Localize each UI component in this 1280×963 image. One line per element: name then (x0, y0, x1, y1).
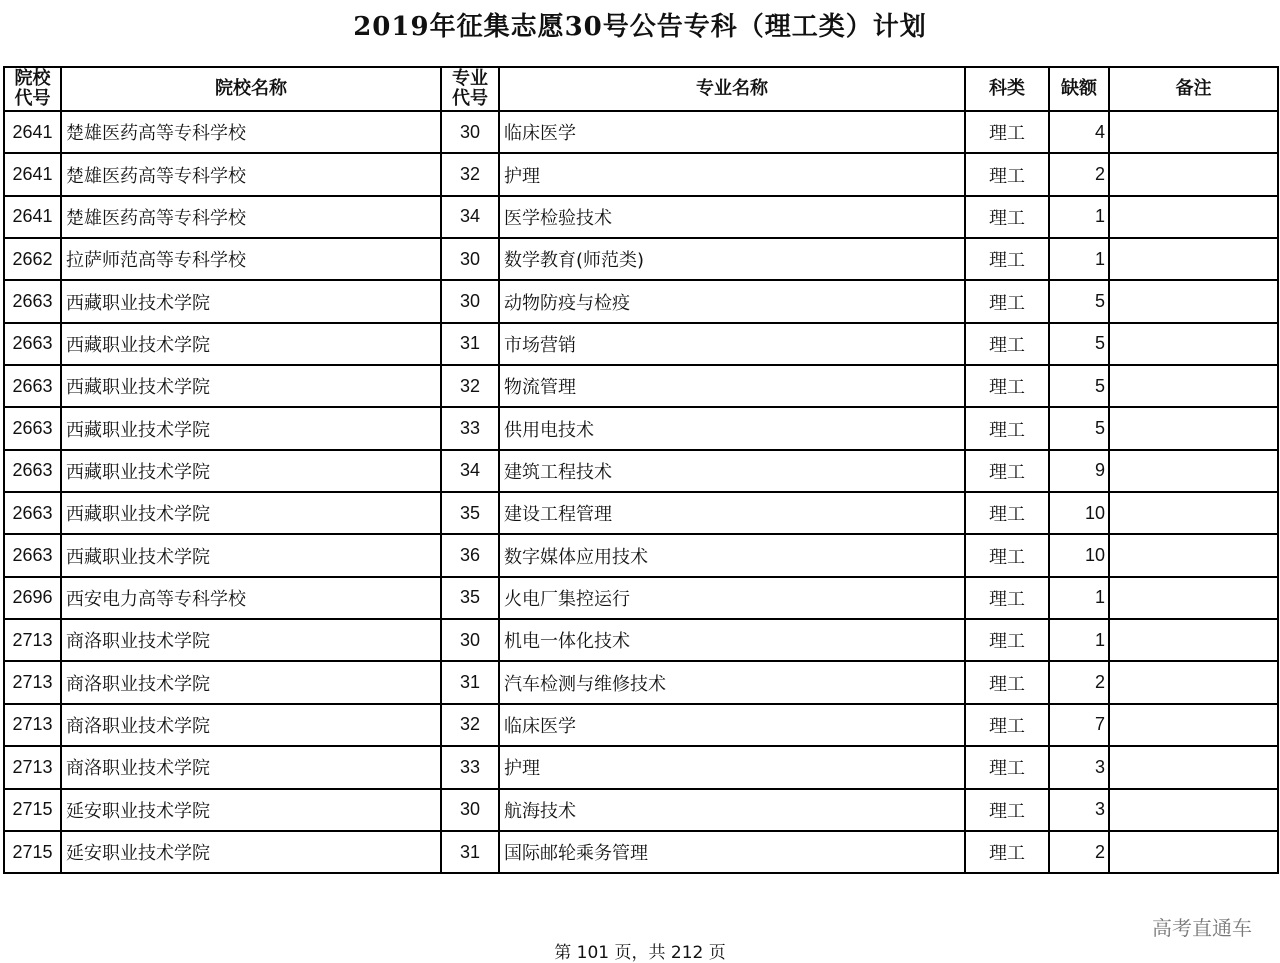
cell-school-name: 西藏职业技术学院 (61, 492, 441, 534)
cell-quota: 5 (1049, 407, 1109, 449)
cell-school-code: 2715 (4, 789, 61, 831)
cell-major-name: 动物防疫与检疫 (499, 280, 965, 322)
cell-note (1109, 450, 1278, 492)
cell-note (1109, 111, 1278, 153)
cell-school-code: 2641 (4, 153, 61, 195)
cell-major-name: 市场营销 (499, 323, 965, 365)
cell-major-code: 32 (441, 704, 499, 746)
header-school-code: 院校代号 (4, 67, 61, 111)
cell-major-code: 31 (441, 831, 499, 873)
cell-school-name: 西藏职业技术学院 (61, 450, 441, 492)
cell-quota: 4 (1049, 111, 1109, 153)
header-quota: 缺额 (1049, 67, 1109, 111)
cell-major-name: 国际邮轮乘务管理 (499, 831, 965, 873)
cell-school-code: 2713 (4, 704, 61, 746)
cell-school-code: 2696 (4, 577, 61, 619)
cell-category: 理工 (965, 153, 1049, 195)
table-header-row (4, 67, 1278, 111)
cell-major-name: 护理 (499, 153, 965, 195)
cell-school-name: 西藏职业技术学院 (61, 365, 441, 407)
enrollment-plan-table (3, 66, 1279, 874)
cell-note (1109, 280, 1278, 322)
table-row (4, 661, 1278, 703)
cell-quota: 5 (1049, 323, 1109, 365)
header-major-code: 专业代号 (441, 67, 499, 111)
cell-quota: 7 (1049, 704, 1109, 746)
cell-category: 理工 (965, 661, 1049, 703)
cell-major-code: 36 (441, 534, 499, 576)
table-row (4, 492, 1278, 534)
cell-major-code: 35 (441, 492, 499, 534)
table-row (4, 365, 1278, 407)
cell-quota: 9 (1049, 450, 1109, 492)
cell-category: 理工 (965, 280, 1049, 322)
cell-major-name: 建设工程管理 (499, 492, 965, 534)
cell-note (1109, 661, 1278, 703)
cell-school-code: 2715 (4, 831, 61, 873)
header-major-name: 专业名称 (499, 67, 965, 111)
cell-major-code: 30 (441, 238, 499, 280)
cell-category: 理工 (965, 831, 1049, 873)
cell-category: 理工 (965, 196, 1049, 238)
cell-quota: 10 (1049, 534, 1109, 576)
cell-quota: 1 (1049, 619, 1109, 661)
cell-school-code: 2663 (4, 450, 61, 492)
cell-note (1109, 577, 1278, 619)
cell-school-code: 2713 (4, 661, 61, 703)
cell-major-name: 数字媒体应用技术 (499, 534, 965, 576)
cell-school-code: 2713 (4, 619, 61, 661)
cell-quota: 2 (1049, 831, 1109, 873)
cell-school-code: 2663 (4, 492, 61, 534)
cell-school-code: 2641 (4, 111, 61, 153)
cell-school-code: 2663 (4, 323, 61, 365)
cell-note (1109, 746, 1278, 788)
cell-note (1109, 153, 1278, 195)
cell-quota: 3 (1049, 746, 1109, 788)
cell-major-name: 数学教育(师范类) (499, 238, 965, 280)
cell-quota: 3 (1049, 789, 1109, 831)
cell-category: 理工 (965, 407, 1049, 449)
page-footer: 第 101 页，共 212 页 (554, 943, 726, 963)
cell-category: 理工 (965, 238, 1049, 280)
cell-note (1109, 365, 1278, 407)
cell-school-name: 西藏职业技术学院 (61, 534, 441, 576)
table-row (4, 534, 1278, 576)
cell-school-code: 2663 (4, 534, 61, 576)
cell-category: 理工 (965, 323, 1049, 365)
cell-quota: 2 (1049, 153, 1109, 195)
cell-category: 理工 (965, 111, 1049, 153)
cell-school-name: 延安职业技术学院 (61, 831, 441, 873)
table-row (4, 704, 1278, 746)
cell-major-name: 供用电技术 (499, 407, 965, 449)
table-row (4, 450, 1278, 492)
cell-note (1109, 619, 1278, 661)
cell-major-name: 航海技术 (499, 789, 965, 831)
cell-major-name: 医学检验技术 (499, 196, 965, 238)
cell-note (1109, 238, 1278, 280)
cell-note (1109, 407, 1278, 449)
cell-category: 理工 (965, 746, 1049, 788)
cell-note (1109, 196, 1278, 238)
cell-major-name: 护理 (499, 746, 965, 788)
cell-school-name: 楚雄医药高等专科学校 (61, 111, 441, 153)
cell-major-code: 35 (441, 577, 499, 619)
cell-school-name: 楚雄医药高等专科学校 (61, 153, 441, 195)
table-row (4, 407, 1278, 449)
cell-school-code: 2641 (4, 196, 61, 238)
cell-note (1109, 534, 1278, 576)
cell-category: 理工 (965, 789, 1049, 831)
cell-category: 理工 (965, 492, 1049, 534)
cell-school-code: 2663 (4, 280, 61, 322)
cell-note (1109, 323, 1278, 365)
table-row (4, 153, 1278, 195)
cell-school-code: 2663 (4, 407, 61, 449)
watermark: 高考直通车 (1152, 916, 1252, 940)
cell-note (1109, 831, 1278, 873)
cell-school-code: 2713 (4, 746, 61, 788)
cell-major-name: 临床医学 (499, 704, 965, 746)
cell-major-code: 30 (441, 111, 499, 153)
table-body (4, 111, 1278, 873)
cell-quota: 1 (1049, 577, 1109, 619)
cell-note (1109, 492, 1278, 534)
cell-major-code: 34 (441, 196, 499, 238)
cell-category: 理工 (965, 365, 1049, 407)
table-row (4, 323, 1278, 365)
table-row (4, 619, 1278, 661)
cell-school-name: 拉萨师范高等专科学校 (61, 238, 441, 280)
table-row (4, 831, 1278, 873)
cell-major-code: 32 (441, 153, 499, 195)
page-title: 2019年征集志愿30号公告专科（理工类）计划 (353, 12, 927, 42)
header-note: 备注 (1109, 67, 1278, 111)
cell-major-code: 30 (441, 280, 499, 322)
cell-school-name: 西藏职业技术学院 (61, 323, 441, 365)
cell-school-name: 西藏职业技术学院 (61, 280, 441, 322)
header-school-name: 院校名称 (61, 67, 441, 111)
cell-category: 理工 (965, 450, 1049, 492)
cell-major-name: 机电一体化技术 (499, 619, 965, 661)
cell-major-name: 临床医学 (499, 111, 965, 153)
cell-school-name: 西藏职业技术学院 (61, 407, 441, 449)
cell-category: 理工 (965, 704, 1049, 746)
cell-category: 理工 (965, 534, 1049, 576)
table-row (4, 238, 1278, 280)
cell-major-code: 30 (441, 619, 499, 661)
cell-school-name: 延安职业技术学院 (61, 789, 441, 831)
cell-note (1109, 704, 1278, 746)
cell-school-name: 商洛职业技术学院 (61, 661, 441, 703)
cell-quota: 10 (1049, 492, 1109, 534)
table-row (4, 789, 1278, 831)
table-row (4, 746, 1278, 788)
table-row (4, 111, 1278, 153)
header-category: 科类 (965, 67, 1049, 111)
cell-category: 理工 (965, 577, 1049, 619)
cell-major-name: 汽车检测与维修技术 (499, 661, 965, 703)
cell-major-name: 火电厂集控运行 (499, 577, 965, 619)
cell-quota: 1 (1049, 196, 1109, 238)
table-row (4, 196, 1278, 238)
cell-quota: 5 (1049, 365, 1109, 407)
cell-school-name: 楚雄医药高等专科学校 (61, 196, 441, 238)
cell-school-name: 商洛职业技术学院 (61, 619, 441, 661)
cell-category: 理工 (965, 619, 1049, 661)
cell-major-code: 34 (441, 450, 499, 492)
cell-note (1109, 789, 1278, 831)
cell-major-code: 31 (441, 323, 499, 365)
cell-quota: 5 (1049, 280, 1109, 322)
cell-major-code: 33 (441, 407, 499, 449)
cell-school-name: 商洛职业技术学院 (61, 746, 441, 788)
cell-quota: 1 (1049, 238, 1109, 280)
table-row (4, 577, 1278, 619)
cell-school-code: 2663 (4, 365, 61, 407)
cell-major-code: 30 (441, 789, 499, 831)
cell-major-code: 33 (441, 746, 499, 788)
cell-major-name: 物流管理 (499, 365, 965, 407)
cell-quota: 2 (1049, 661, 1109, 703)
cell-school-code: 2662 (4, 238, 61, 280)
cell-school-name: 西安电力高等专科学校 (61, 577, 441, 619)
table-row (4, 280, 1278, 322)
cell-major-code: 31 (441, 661, 499, 703)
cell-school-name: 商洛职业技术学院 (61, 704, 441, 746)
cell-major-name: 建筑工程技术 (499, 450, 965, 492)
cell-major-code: 32 (441, 365, 499, 407)
